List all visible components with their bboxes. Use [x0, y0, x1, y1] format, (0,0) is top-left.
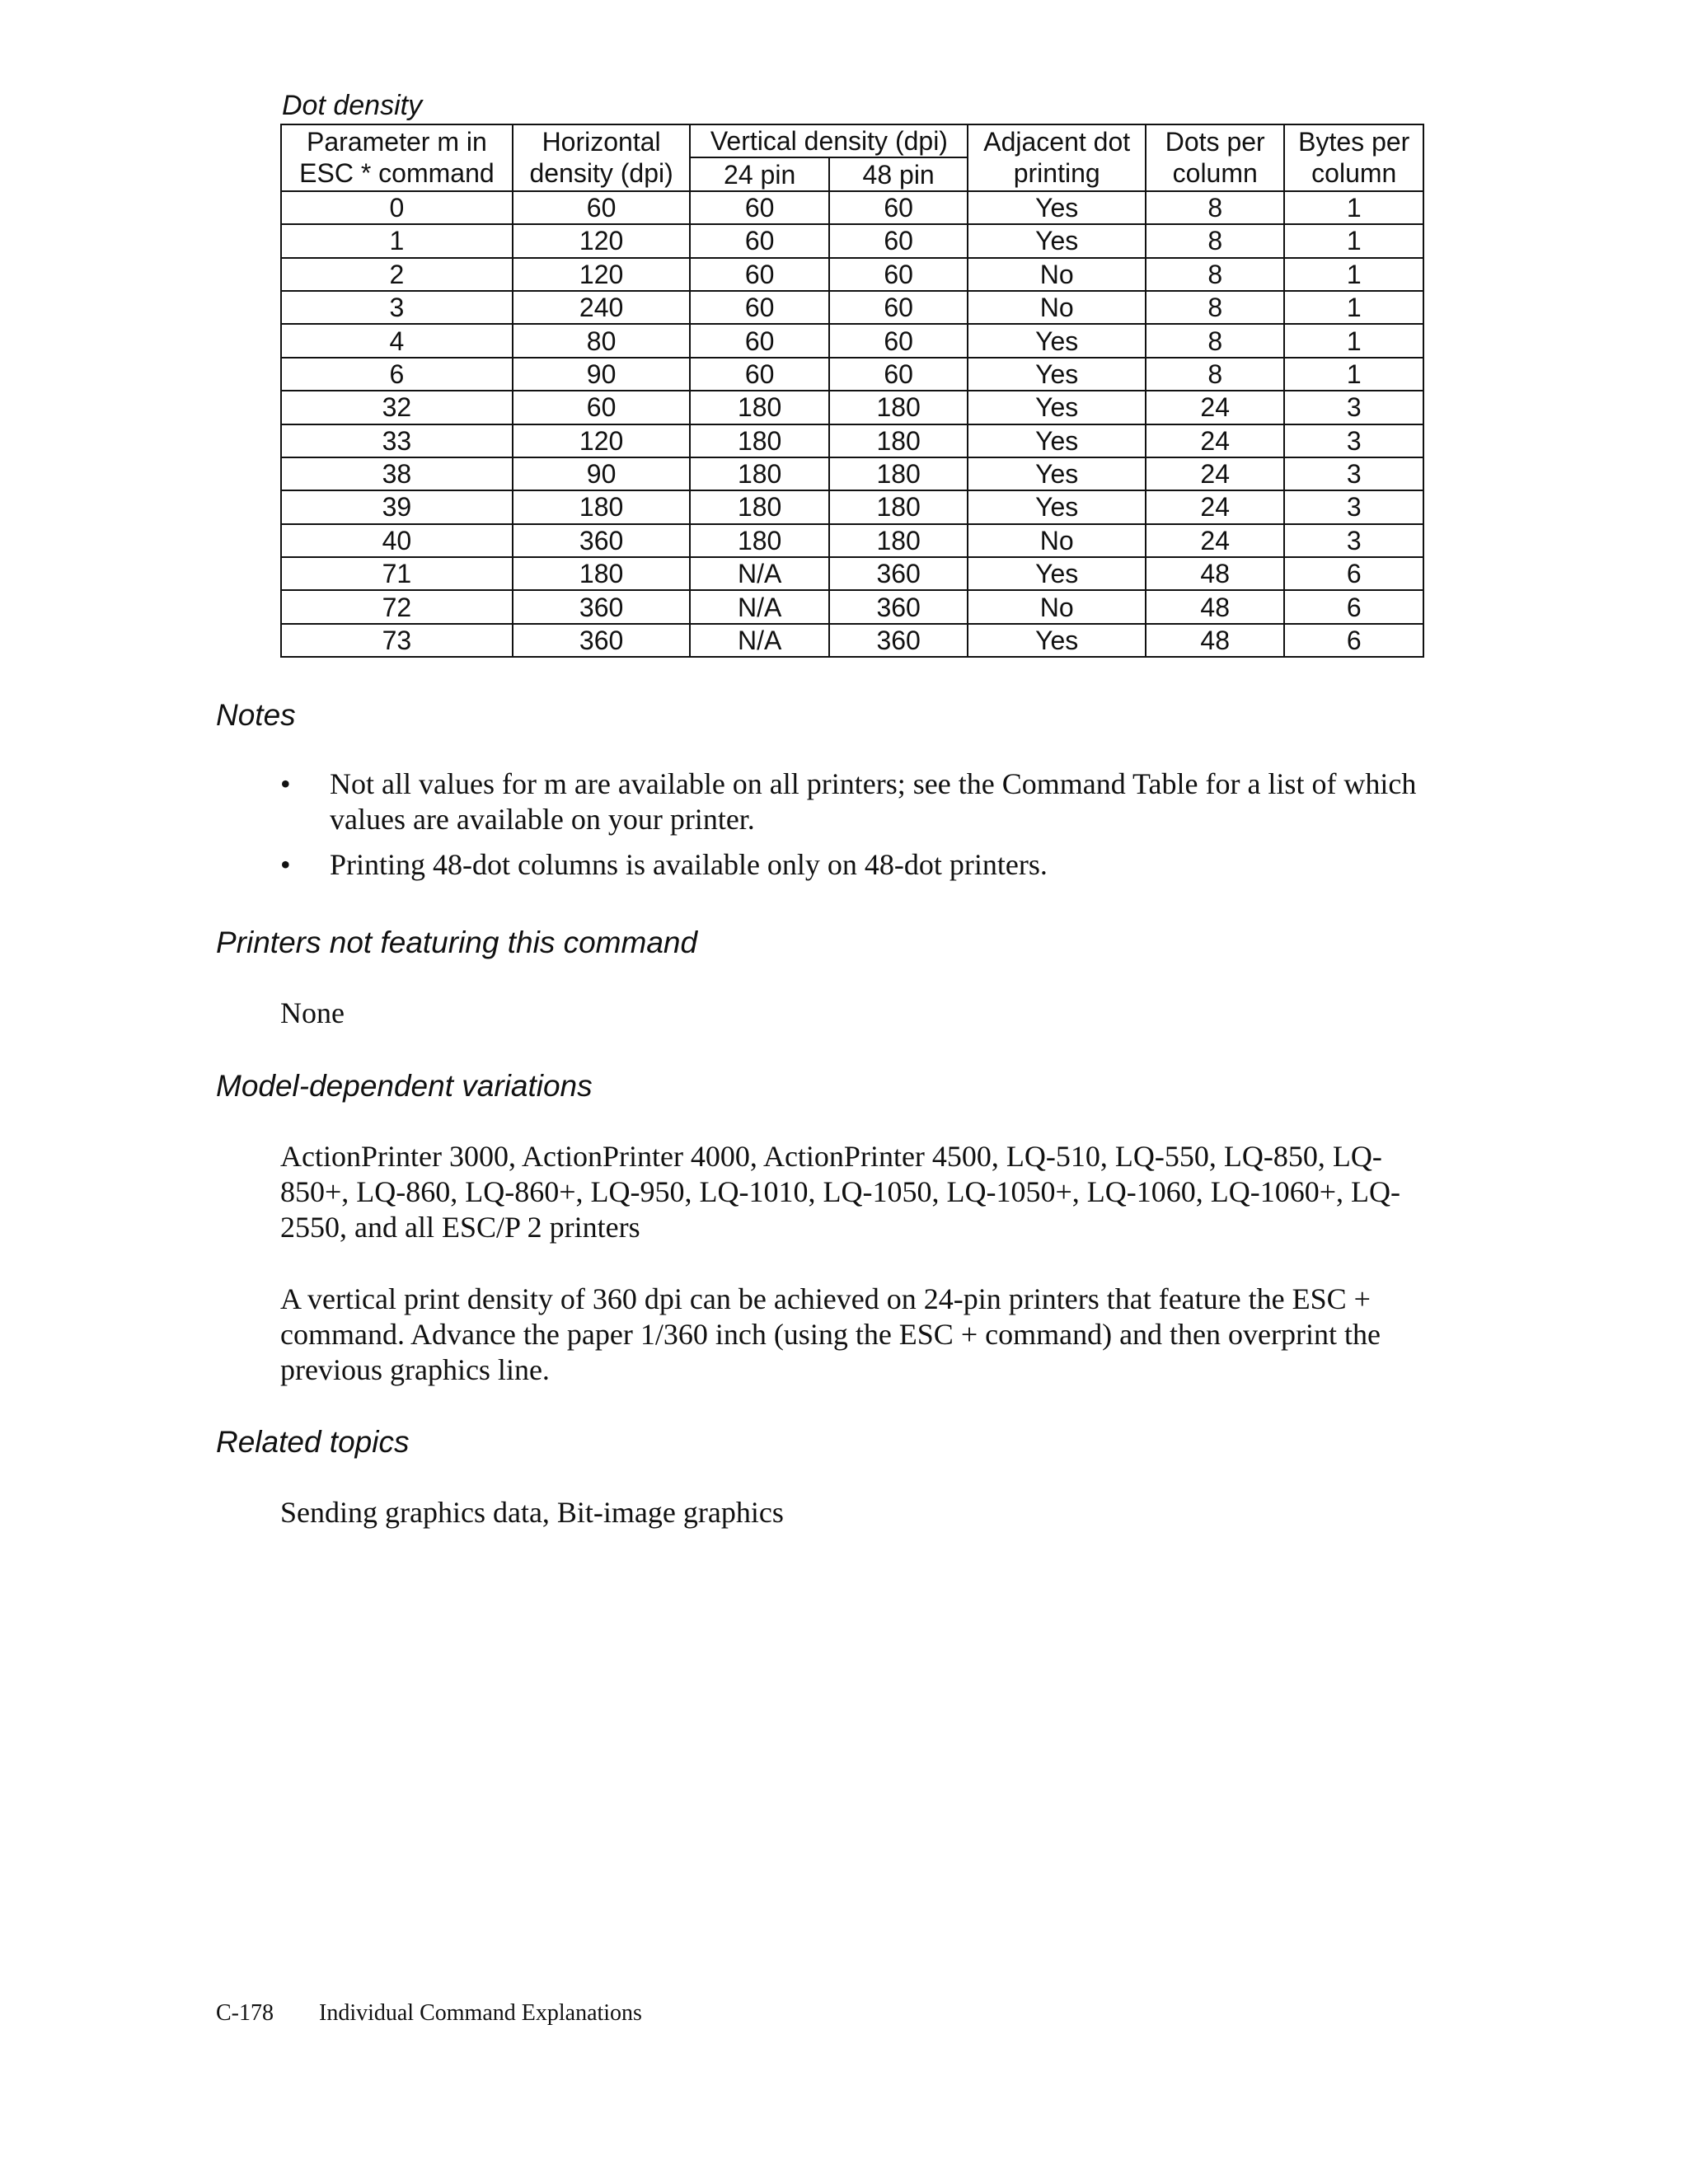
header-parameter-line1: Parameter m in — [307, 127, 487, 157]
list-item — [280, 766, 1451, 837]
cell-bytes: 6 — [1284, 557, 1423, 590]
cell-adjacent: Yes — [968, 424, 1146, 457]
table-row — [281, 191, 1423, 224]
cell-bytes: 6 — [1284, 590, 1423, 623]
cell-48-pin: 180 — [829, 457, 968, 490]
cell-bytes: 3 — [1284, 424, 1423, 457]
header-parameter-line2: ESC * command — [299, 158, 495, 189]
cell-parameter: 38 — [281, 457, 513, 490]
cell-48-pin: 60 — [829, 258, 968, 291]
cell-48-pin: 60 — [829, 358, 968, 391]
page-number: C-178 — [216, 2000, 274, 2026]
cell-parameter: 72 — [281, 590, 513, 623]
header-bytes-line1: Bytes per — [1298, 127, 1410, 157]
model-variations-heading: Model-dependent variations — [216, 1069, 593, 1103]
cell-bytes: 3 — [1284, 524, 1423, 557]
header-adjacent-line1: Adjacent dot — [983, 127, 1131, 157]
header-dots-line1: Dots per — [1165, 127, 1265, 157]
table-row — [281, 424, 1423, 457]
header-adjacent-dot — [968, 124, 1146, 191]
cell-horizontal: 240 — [513, 291, 691, 324]
cell-24-pin: 180 — [690, 391, 828, 424]
cell-bytes: 3 — [1284, 457, 1423, 490]
cell-bytes: 1 — [1284, 291, 1423, 324]
table-body — [281, 191, 1423, 657]
cell-parameter: 0 — [281, 191, 513, 224]
table-row — [281, 324, 1423, 357]
header-bytes-per-column — [1284, 124, 1423, 191]
cell-parameter: 2 — [281, 258, 513, 291]
cell-24-pin: 180 — [690, 524, 828, 557]
cell-dots: 24 — [1146, 490, 1284, 523]
table-row — [281, 524, 1423, 557]
cell-48-pin: 180 — [829, 424, 968, 457]
header-dots-per-column — [1146, 124, 1284, 191]
list-item — [280, 847, 1451, 883]
cell-48-pin: 60 — [829, 191, 968, 224]
cell-parameter: 1 — [281, 224, 513, 257]
cell-horizontal: 60 — [513, 391, 691, 424]
cell-24-pin: N/A — [690, 624, 828, 657]
table-header-row-1 — [281, 124, 1423, 157]
cell-adjacent: Yes — [968, 324, 1146, 357]
cell-horizontal: 80 — [513, 324, 691, 357]
cell-dots: 8 — [1146, 258, 1284, 291]
cell-48-pin: 180 — [829, 490, 968, 523]
cell-adjacent: Yes — [968, 490, 1146, 523]
cell-24-pin: 60 — [690, 191, 828, 224]
model-variations-paragraph-1: ActionPrinter 3000, ActionPrinter 4000, ActionPrinter 4500, LQ-510, LQ-550, LQ-850, LQ-850+, LQ-860, LQ-860+, LQ-950, LQ-1010, LQ-1050, LQ-1050+, LQ-1060, LQ-1060+, LQ-2550, and all ESC/P 2 printers — [280, 1140, 1400, 1244]
table-row — [281, 590, 1423, 623]
cell-adjacent: No — [968, 524, 1146, 557]
cell-dots: 24 — [1146, 524, 1284, 557]
cell-parameter: 4 — [281, 324, 513, 357]
cell-dots: 8 — [1146, 291, 1284, 324]
cell-horizontal: 360 — [513, 590, 691, 623]
printers-not-featuring-text: None — [280, 996, 345, 1029]
header-adjacent-line2: printing — [1013, 158, 1100, 189]
related-topics-heading: Related topics — [216, 1425, 410, 1459]
header-48-pin: 48 pin — [829, 157, 968, 190]
table-row — [281, 624, 1423, 657]
cell-dots: 8 — [1146, 224, 1284, 257]
cell-parameter: 32 — [281, 391, 513, 424]
page-footer — [216, 1999, 642, 2027]
notes-heading: Notes — [216, 698, 296, 732]
cell-24-pin: 180 — [690, 457, 828, 490]
header-horizontal-line2: density (dpi) — [529, 158, 673, 189]
cell-48-pin: 60 — [829, 291, 968, 324]
table-row — [281, 557, 1423, 590]
cell-bytes: 1 — [1284, 324, 1423, 357]
cell-parameter: 40 — [281, 524, 513, 557]
notes-list — [280, 766, 1451, 893]
printers-not-featuring-heading: Printers not featuring this command — [216, 926, 698, 959]
cell-bytes: 1 — [1284, 224, 1423, 257]
cell-adjacent: No — [968, 590, 1146, 623]
cell-24-pin: N/A — [690, 557, 828, 590]
cell-bytes: 1 — [1284, 358, 1423, 391]
table-caption: Dot density — [282, 90, 423, 121]
cell-dots: 24 — [1146, 424, 1284, 457]
header-horizontal-density — [513, 124, 691, 191]
cell-dots: 24 — [1146, 391, 1284, 424]
cell-24-pin: 60 — [690, 258, 828, 291]
related-topics-text: Sending graphics data, Bit-image graphics — [280, 1496, 784, 1529]
header-horizontal-line1: Horizontal — [542, 127, 661, 157]
cell-24-pin: 60 — [690, 291, 828, 324]
cell-adjacent: Yes — [968, 191, 1146, 224]
table-row — [281, 457, 1423, 490]
cell-bytes: 1 — [1284, 258, 1423, 291]
cell-horizontal: 180 — [513, 557, 691, 590]
cell-dots: 8 — [1146, 191, 1284, 224]
cell-parameter: 71 — [281, 557, 513, 590]
cell-48-pin: 180 — [829, 391, 968, 424]
cell-parameter: 33 — [281, 424, 513, 457]
cell-adjacent: Yes — [968, 224, 1146, 257]
cell-dots: 48 — [1146, 624, 1284, 657]
cell-bytes: 1 — [1284, 191, 1423, 224]
model-variations-paragraph-2: A vertical print density of 360 dpi can be achieved on 24-pin printers that feature the ESC + command. Advance the paper 1/360 inch (using the ESC + command) and then overprint the previous graphics line. — [280, 1282, 1381, 1386]
cell-bytes: 6 — [1284, 624, 1423, 657]
cell-parameter: 3 — [281, 291, 513, 324]
cell-24-pin: N/A — [690, 590, 828, 623]
note-text: Printing 48-dot columns is available only on 48-dot printers. — [330, 848, 1048, 881]
table-row — [281, 258, 1423, 291]
cell-adjacent: Yes — [968, 391, 1146, 424]
cell-horizontal: 120 — [513, 424, 691, 457]
cell-dots: 24 — [1146, 457, 1284, 490]
cell-horizontal: 90 — [513, 358, 691, 391]
cell-adjacent: Yes — [968, 358, 1146, 391]
table-row — [281, 291, 1423, 324]
cell-adjacent: No — [968, 291, 1146, 324]
cell-24-pin: 60 — [690, 324, 828, 357]
cell-horizontal: 120 — [513, 258, 691, 291]
cell-horizontal: 360 — [513, 624, 691, 657]
cell-48-pin: 360 — [829, 624, 968, 657]
cell-dots: 48 — [1146, 557, 1284, 590]
cell-48-pin: 60 — [829, 324, 968, 357]
table-row — [281, 391, 1423, 424]
table-row — [281, 224, 1423, 257]
dot-density-table — [280, 124, 1424, 658]
table-row — [281, 490, 1423, 523]
cell-48-pin: 60 — [829, 224, 968, 257]
cell-parameter: 39 — [281, 490, 513, 523]
header-bytes-line2: column — [1311, 158, 1397, 189]
cell-dots: 48 — [1146, 590, 1284, 623]
cell-horizontal: 60 — [513, 191, 691, 224]
cell-48-pin: 360 — [829, 590, 968, 623]
cell-horizontal: 180 — [513, 490, 691, 523]
cell-24-pin: 60 — [690, 358, 828, 391]
cell-24-pin: 60 — [690, 224, 828, 257]
cell-adjacent: No — [968, 258, 1146, 291]
cell-adjacent: Yes — [968, 557, 1146, 590]
cell-horizontal: 90 — [513, 457, 691, 490]
cell-bytes: 3 — [1284, 490, 1423, 523]
cell-48-pin: 360 — [829, 557, 968, 590]
bullet-icon: • — [280, 848, 291, 881]
cell-24-pin: 180 — [690, 424, 828, 457]
cell-bytes: 3 — [1284, 391, 1423, 424]
cell-horizontal: 360 — [513, 524, 691, 557]
note-text: Not all values for m are available on all printers; see the Command Table for a list of which values are available on your printer. — [330, 767, 1417, 836]
cell-dots: 8 — [1146, 324, 1284, 357]
cell-horizontal: 120 — [513, 224, 691, 257]
header-vertical-density: Vertical density (dpi) — [690, 124, 968, 157]
header-dots-line2: column — [1172, 158, 1258, 189]
header-24-pin: 24 pin — [690, 157, 828, 190]
bullet-icon: • — [280, 767, 291, 800]
cell-24-pin: 180 — [690, 490, 828, 523]
cell-adjacent: Yes — [968, 457, 1146, 490]
cell-dots: 8 — [1146, 358, 1284, 391]
cell-48-pin: 180 — [829, 524, 968, 557]
cell-parameter: 6 — [281, 358, 513, 391]
header-parameter — [281, 124, 513, 191]
footer-section-title: Individual Command Explanations — [319, 2000, 642, 2026]
cell-adjacent: Yes — [968, 624, 1146, 657]
table-row — [281, 358, 1423, 391]
cell-parameter: 73 — [281, 624, 513, 657]
